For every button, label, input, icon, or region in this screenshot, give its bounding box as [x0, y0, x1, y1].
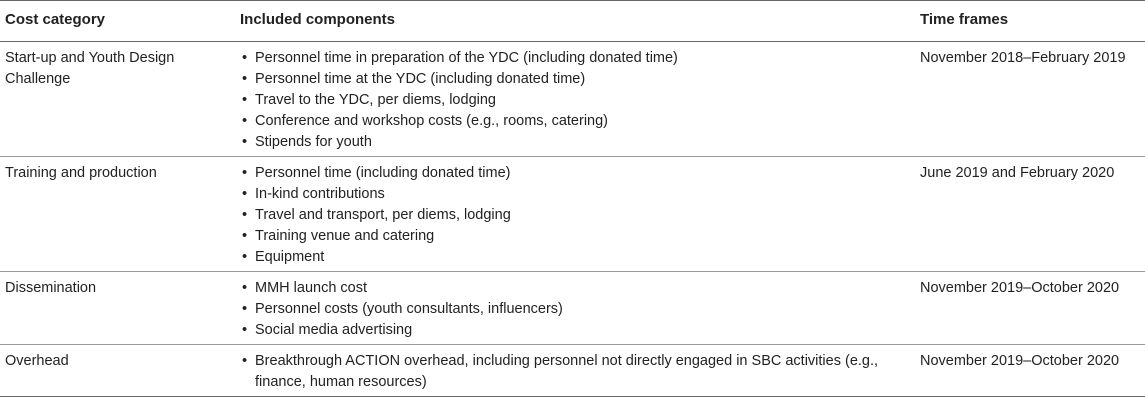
bullet-icon: •: [242, 322, 248, 338]
list-item: [240, 90, 910, 111]
component-text: Travel and transport, per diems, lodging: [255, 207, 511, 223]
list-item: [240, 69, 910, 90]
component-text: Social media advertising: [255, 322, 413, 338]
cost-category-cell: Training and production: [0, 157, 235, 272]
components-list: [240, 163, 910, 268]
component-text: In-kind contributions: [255, 186, 385, 202]
component-text: Conference and workshop costs (e.g., rooms, catering): [255, 113, 608, 129]
component-text: Breakthrough ACTION overhead, including personnel not directly engaged in SBC activities (e.g., finance, human resources): [255, 353, 879, 390]
header-time-frames: Time frames: [915, 1, 1145, 42]
bullet-icon: •: [242, 207, 248, 223]
bullet-icon: •: [242, 280, 248, 296]
table-row: [0, 157, 1145, 272]
bullet-icon: •: [242, 165, 248, 181]
component-text: Stipends for youth: [255, 134, 372, 150]
bullet-icon: •: [242, 186, 248, 202]
component-text: Personnel time (including donated time): [255, 165, 511, 181]
list-item: [240, 163, 910, 184]
bullet-icon: •: [242, 301, 248, 317]
time-frame-cell: June 2019 and February 2020: [915, 157, 1145, 272]
list-item: [240, 278, 910, 299]
header-included-components: Included components: [235, 1, 915, 42]
components-list: [240, 278, 910, 341]
list-item: [240, 247, 910, 268]
component-text: Travel to the YDC, per diems, lodging: [255, 92, 496, 108]
bullet-icon: •: [242, 71, 248, 87]
header-row: [0, 1, 1145, 42]
components-list: [240, 351, 910, 393]
component-text: MMH launch cost: [255, 280, 368, 296]
table-row: [0, 272, 1145, 345]
table-row: [0, 42, 1145, 157]
bullet-icon: •: [242, 50, 248, 66]
list-item: [240, 226, 910, 247]
bullet-icon: •: [242, 134, 248, 150]
components-list: [240, 48, 910, 153]
list-item: [240, 132, 910, 153]
list-item: [240, 111, 910, 132]
included-components-cell: [235, 272, 915, 345]
time-frame-cell: November 2018–February 2019: [915, 42, 1145, 157]
list-item: [240, 351, 910, 393]
list-item: [240, 205, 910, 226]
list-item: [240, 48, 910, 69]
bullet-icon: •: [242, 113, 248, 129]
time-frame-cell: November 2019–October 2020: [915, 272, 1145, 345]
list-item: [240, 184, 910, 205]
component-text: Personnel time in preparation of the YDC (including donated time): [255, 50, 678, 66]
included-components-cell: [235, 42, 915, 157]
cost-category-cell: Start-up and Youth Design Challenge: [0, 42, 235, 157]
included-components-cell: [235, 345, 915, 397]
table-body: [0, 42, 1145, 397]
header-cost-category: Cost category: [0, 1, 235, 42]
time-frame-cell: November 2019–October 2020: [915, 345, 1145, 397]
list-item: [240, 320, 910, 341]
bullet-icon: •: [242, 228, 248, 244]
list-item: [240, 299, 910, 320]
included-components-cell: [235, 157, 915, 272]
component-text: Equipment: [255, 249, 325, 265]
component-text: Personnel costs (youth consultants, influencers): [255, 301, 563, 317]
bullet-icon: •: [242, 353, 248, 369]
bullet-icon: •: [242, 92, 248, 108]
table-row: [0, 345, 1145, 397]
cost-category-cell: Overhead: [0, 345, 235, 397]
component-text: Training venue and catering: [255, 228, 435, 244]
bullet-icon: •: [242, 249, 248, 265]
component-text: Personnel time at the YDC (including donated time): [255, 71, 586, 87]
cost-category-cell: Dissemination: [0, 272, 235, 345]
